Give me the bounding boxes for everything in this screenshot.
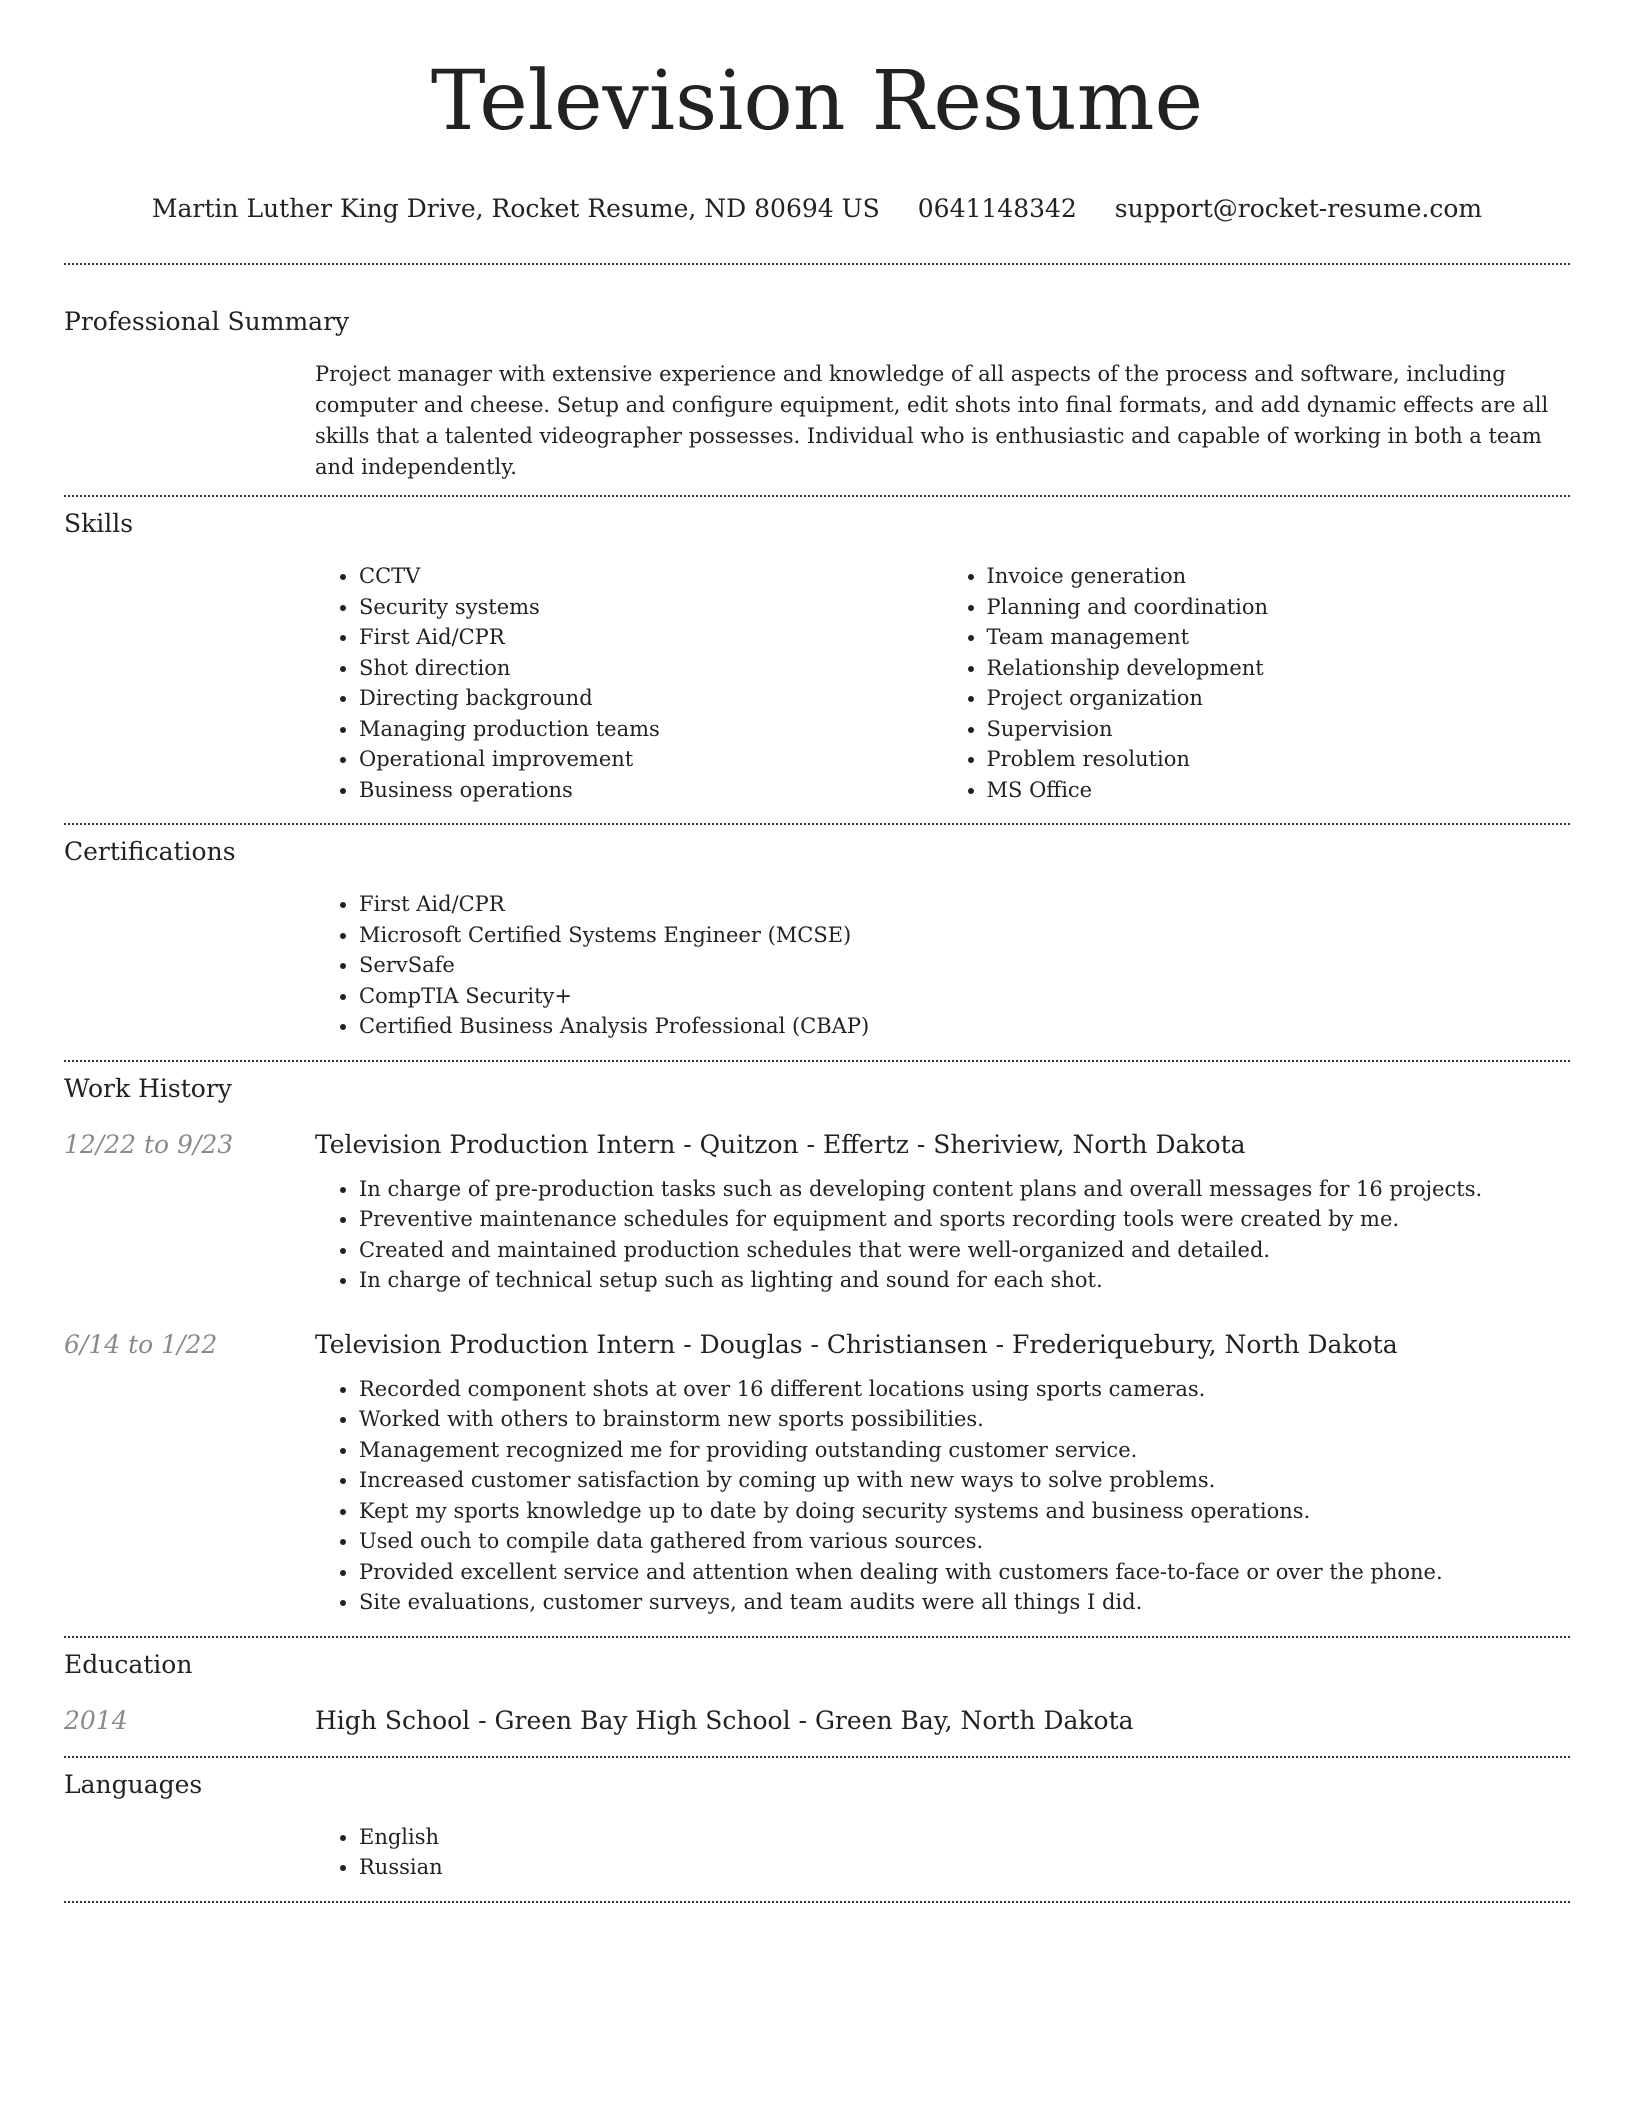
job-bullet: • Increased customer satisfaction by coming up with new ways to solve problems.	[359, 1465, 1570, 1496]
skill-item: • Invoice generation	[987, 561, 1571, 592]
skill-item: • Relationship development	[987, 653, 1571, 684]
divider-languages	[64, 1901, 1570, 1903]
skill-item: • Security systems	[359, 592, 943, 623]
certification-item: • Microsoft Certified Systems Engineer (MCSE)	[359, 920, 1570, 951]
section-certifications	[64, 835, 1570, 1042]
certification-item: • Certified Business Analysis Professional (CBAP)	[359, 1011, 1570, 1042]
skill-item: • MS Office	[987, 775, 1571, 806]
education-date: 2014	[64, 1705, 128, 1735]
job-bullet: • Used ouch to compile data gathered from various sources.	[359, 1526, 1570, 1557]
job-title: Television Production Intern - Douglas - Christiansen - Frederiquebury, North Dakota	[315, 1329, 1398, 1359]
skill-item: • Problem resolution	[987, 744, 1571, 775]
job-bullet: • Recorded component shots at over 16 different locations using sports cameras.	[359, 1374, 1570, 1405]
divider-skills	[64, 823, 1570, 825]
divider-summary	[64, 495, 1570, 497]
section-work-history	[64, 1072, 1570, 1618]
certification-item: • ServSafe	[359, 950, 1570, 981]
job-bullet: • Management recognized me for providing outstanding customer service.	[359, 1435, 1570, 1466]
section-skills	[64, 507, 1570, 805]
divider-certifications	[64, 1060, 1570, 1062]
section-title-skills: Skills	[64, 509, 134, 538]
divider-header	[64, 263, 1570, 265]
certification-item: • First Aid/CPR	[359, 889, 1570, 920]
skill-item: • Managing production teams	[359, 714, 943, 745]
skill-item: • Project organization	[987, 683, 1571, 714]
job-bullet: • Site evaluations, customer surveys, and team audits were all things I did.	[359, 1587, 1570, 1618]
skill-item: • Supervision	[987, 714, 1571, 745]
section-title-education: Education	[64, 1649, 193, 1679]
section-education	[64, 1648, 1570, 1738]
section-title-work-history: Work History	[64, 1073, 232, 1103]
section-title-summary: Professional Summary	[64, 307, 350, 336]
job-details	[315, 1174, 1570, 1296]
job-details	[315, 1374, 1570, 1618]
job-dates: 12/22 to 9/23	[64, 1129, 234, 1159]
language-item: • Russian	[359, 1852, 1570, 1883]
job-bullet: • In charge of technical setup such as lighting and sound for each shot.	[359, 1265, 1570, 1296]
summary-text: Project manager with extensive experience and knowledge of all aspects of the process and software, including computer and cheese. Setup and configure equipment, edit shots into final formats, and add dynamic effects are all skills that a talented videographer possesses. Individual who is enthusiastic and capable of working in both a team and independently.	[315, 362, 1549, 479]
section-summary	[64, 305, 1570, 483]
divider-work-history	[64, 1636, 1570, 1638]
job-entry	[64, 1328, 1570, 1618]
skills-list-right	[943, 561, 1571, 805]
job-bullet: • Created and maintained production schedules that were well-organized and detailed.	[359, 1235, 1570, 1266]
job-entry	[64, 1128, 1570, 1296]
contact-phone: 0641148342	[917, 194, 1077, 223]
job-bullet: • Worked with others to brainstorm new sports possibilities.	[359, 1404, 1570, 1435]
certifications-list	[315, 889, 1570, 1042]
skill-item: • Operational improvement	[359, 744, 943, 775]
divider-education	[64, 1756, 1570, 1758]
skill-item: • First Aid/CPR	[359, 622, 943, 653]
skills-list-left	[315, 561, 943, 805]
job-dates: 6/14 to 1/22	[64, 1329, 218, 1359]
language-item: • English	[359, 1822, 1570, 1853]
section-languages	[64, 1768, 1570, 1883]
job-bullets	[315, 1174, 1570, 1296]
contact-email: support@rocket-resume.com	[1114, 194, 1483, 223]
skill-item: • CCTV	[359, 561, 943, 592]
certification-item: • CompTIA Security+	[359, 981, 1570, 1012]
job-bullet: • Kept my sports knowledge up to date by doing security systems and business operations.	[359, 1496, 1570, 1527]
section-title-certifications: Certifications	[64, 837, 236, 866]
education-title: High School - Green Bay High School - Green Bay, North Dakota	[315, 1705, 1134, 1735]
skills-grid	[315, 561, 1570, 805]
education-entry	[64, 1704, 1570, 1738]
skill-item: • Business operations	[359, 775, 943, 806]
job-bullet: • In charge of pre-production tasks such as developing content plans and overall messages for 16 projects.	[359, 1174, 1570, 1205]
skill-item: • Team management	[987, 622, 1571, 653]
job-bullet: • Provided excellent service and attention when dealing with customers face-to-face or over the phone.	[359, 1557, 1570, 1588]
skill-item: • Directing background	[359, 683, 943, 714]
job-header	[64, 1128, 1570, 1162]
languages-body	[315, 1822, 1570, 1883]
section-title-languages: Languages	[64, 1769, 203, 1799]
certifications-body	[315, 889, 1570, 1042]
summary-body	[315, 359, 1570, 483]
languages-list	[315, 1822, 1570, 1883]
skill-item: • Planning and coordination	[987, 592, 1571, 623]
contact-address: Martin Luther King Drive, Rocket Resume, ND 80694 US	[151, 194, 880, 223]
job-bullet: • Preventive maintenance schedules for equipment and sports recording tools were created by me.	[359, 1204, 1570, 1235]
resume-page	[64, 0, 1570, 1903]
job-bullets	[315, 1374, 1570, 1618]
job-title: Television Production Intern - Quitzon - Effertz - Sheriview, North Dakota	[315, 1129, 1246, 1159]
skill-item: • Shot direction	[359, 653, 943, 684]
contact-line	[64, 192, 1570, 226]
resume-title: Television Resume	[430, 54, 1204, 149]
job-header	[64, 1328, 1570, 1362]
